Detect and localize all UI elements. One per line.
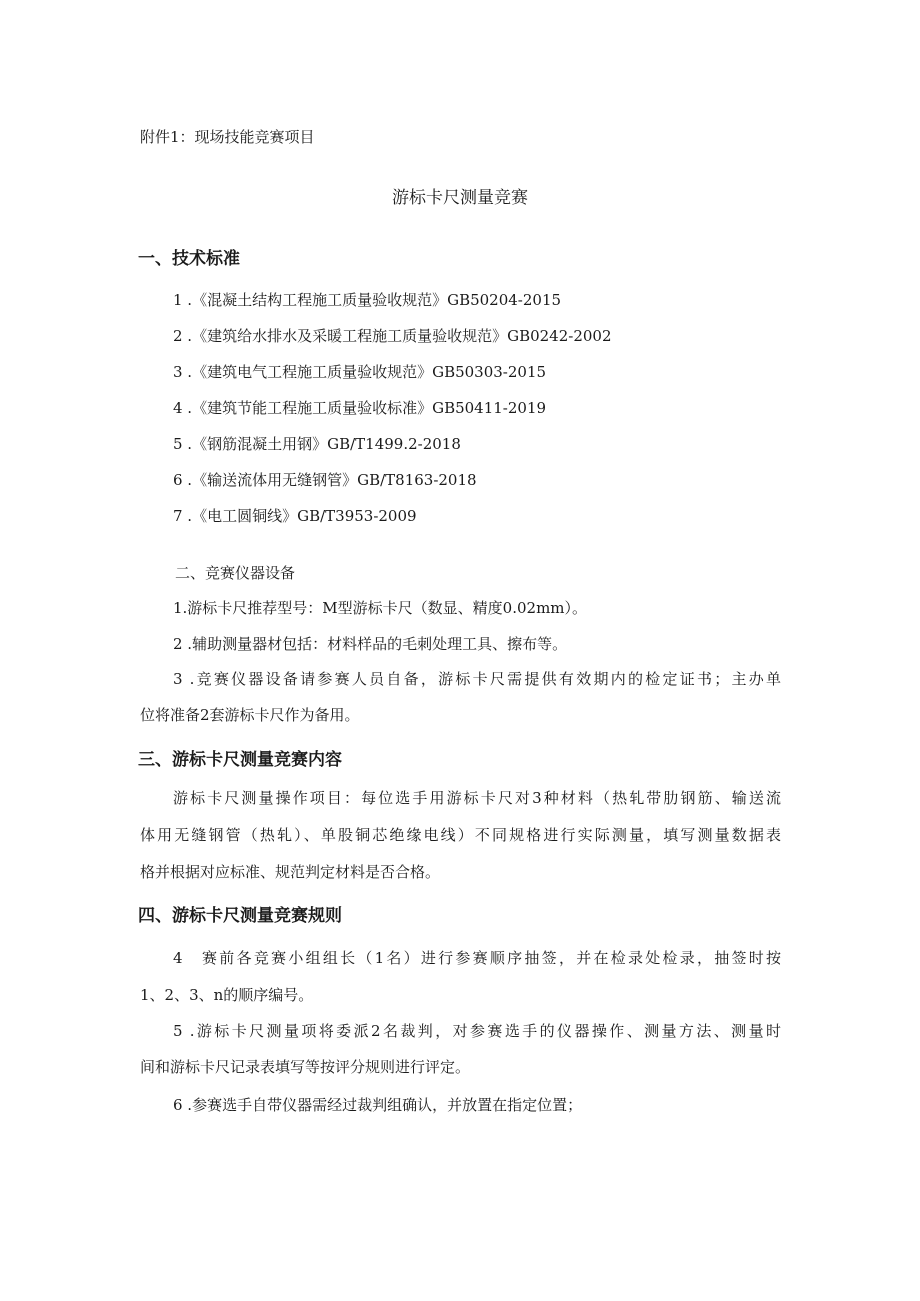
document-title: 游标卡尺测量竞赛: [392, 188, 528, 208]
rule-item: 6 .参赛选手自带仪器需经过裁判组确认，并放置在指定位置；: [173, 1096, 583, 1114]
content-paragraph-continued: 体用无缝钢管（热轧）、单股铜芯绝缘电线）不同规格进行实际测量，填写测量数据表: [140, 826, 781, 844]
equipment-item: 3 .竞赛仪器设备请参赛人员自备，游标卡尺需提供有效期内的检定证书；主办单: [173, 670, 781, 688]
rule-item-continued: 1、2、3、n的顺序编号。: [140, 986, 314, 1004]
attachment-label: 附件1：现场技能竞赛项目: [140, 128, 315, 146]
rule-item-continued: 间和游标卡尺记录表填写等按评分规则进行评定。: [140, 1058, 471, 1076]
equipment-item-continued: 位将准备2套游标卡尺作为备用。: [140, 706, 360, 724]
standard-item: 1 .《混凝土结构工程施工质量验收规范》GB50204-2015: [173, 291, 562, 309]
section-heading-content: 三、游标卡尺测量竞赛内容: [138, 750, 342, 770]
rule-item: 4 赛前各竞赛小组组长（1名）进行参赛顺序抽签，并在检录处检录，抽签时按: [173, 949, 781, 967]
standard-item: 2 .《建筑给水排水及采暖工程施工质量验收规范》GB0242-2002: [173, 327, 612, 345]
equipment-item: 2 .辅助测量器材包括：材料样品的毛刺处理工具、擦布等。: [173, 635, 568, 653]
equipment-item: 1.游标卡尺推荐型号：M型游标卡尺（数显、精度0.02mm）。: [173, 599, 588, 617]
rule-item: 5 .游标卡尺测量项将委派2名裁判，对参赛选手的仪器操作、测量方法、测量时: [173, 1022, 781, 1040]
standard-item: 4 .《建筑节能工程施工质量验收标准》GB50411-2019: [173, 399, 547, 417]
standard-item: 3 .《建筑电气工程施工质量验收规范》GB50303-2015: [173, 363, 547, 381]
section-heading-technical-standards: 一、技术标准: [138, 249, 240, 269]
content-paragraph: 游标卡尺测量操作项目：每位选手用游标卡尺对3种材料（热轧带肋钢筋、输送流: [173, 789, 781, 807]
standard-item: 5 .《钢筋混凝土用钢》GB/T1499.2-2018: [173, 435, 461, 453]
standard-item: 7 .《电工圆铜线》GB/T3953-2009: [173, 507, 417, 525]
section-heading-rules: 四、游标卡尺测量竞赛规则: [138, 906, 342, 926]
standard-item: 6 .《输送流体用无缝钢管》GB/T8163-2018: [173, 471, 477, 489]
content-paragraph-continued: 格并根据对应标准、规范判定材料是否合格。: [140, 863, 441, 881]
section-heading-equipment: 二、竞赛仪器设备: [175, 564, 296, 582]
